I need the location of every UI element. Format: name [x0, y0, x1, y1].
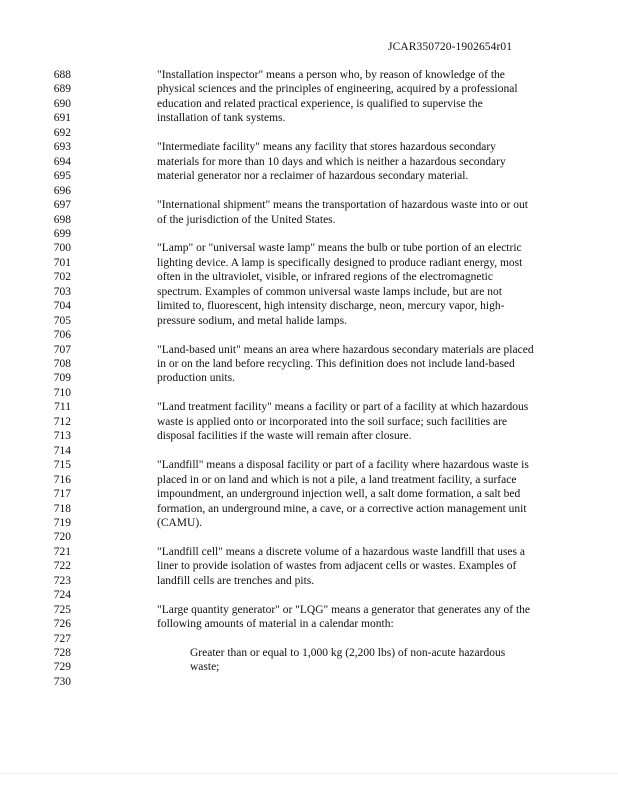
line-number: 689 [53, 83, 71, 96]
line-number: 728 [53, 647, 71, 659]
body-text-line: landfill cells are trenches and pits. [157, 574, 315, 587]
line-number: 725 [53, 603, 71, 616]
line-number: 711 [54, 401, 71, 414]
line-number: 709 [53, 372, 71, 385]
line-number: 720 [53, 531, 71, 544]
body-text-line: in or on the land before recycling. This definition does not include land-based [157, 358, 515, 370]
body-text-line: material generator nor a reclaimer of hazardous secondary material. [157, 170, 469, 183]
page-bottom-rule [0, 773, 618, 774]
body-text-line: Greater than or equal to 1,000 kg (2,200 lbs) of non-acute hazardous [190, 647, 506, 659]
body-text-line: waste is applied onto or incorporated into the soil surface; such facilities are [157, 415, 507, 428]
line-number: 721 [53, 545, 71, 558]
body-text-line: "Lamp" or "universal waste lamp" means the bulb or tube portion of an electric [157, 242, 522, 255]
line-number: 718 [53, 502, 71, 515]
line-number: 702 [53, 271, 71, 284]
body-text-line: materials for more than 10 days and which is neither a hazardous secondary [157, 155, 506, 168]
body-text-line: physical sciences and the principles of engineering, acquired by a professional [157, 83, 518, 96]
body-text-line: following amounts of material in a calendar month: [157, 618, 394, 631]
body-text-line: production units. [157, 372, 235, 385]
line-number: 699 [53, 227, 71, 240]
line-number: 695 [53, 170, 71, 183]
body-text-line: "Large quantity generator" or "LQG" means a generator that generates any of the [157, 603, 530, 616]
body-text-line: "Land treatment facility" means a facility or part of a facility at which hazardous [157, 401, 529, 414]
body-text-line: of the jurisdiction of the United States. [157, 213, 336, 226]
line-number: 722 [53, 560, 71, 573]
body-text-line: pressure sodium, and metal halide lamps. [157, 314, 348, 327]
line-number: 703 [53, 285, 71, 298]
line-number: 704 [53, 300, 71, 313]
body-text-line: "Landfill" means a disposal facility or part of a facility where hazardous waste is [157, 459, 529, 472]
line-number: 701 [53, 256, 71, 269]
body-text-line: often in the ultraviolet, visible, or infrared regions of the electromagnetic [157, 271, 493, 284]
body-text-line: (CAMU). [157, 516, 203, 529]
line-number: 726 [53, 618, 71, 631]
body-text-line: waste; [190, 661, 220, 674]
body-text-line: lighting device. A lamp is specifically designed to produce radiant energy, most [157, 256, 523, 269]
line-number: 700 [53, 242, 71, 255]
body-text-line: education and related practical experience, is qualified to supervise the [157, 97, 483, 110]
line-number: 694 [53, 155, 71, 168]
body-text-line: "Landfill cell" means a discrete volume of a hazardous waste landfill that uses a [157, 545, 525, 558]
body-text-line: impoundment, an underground injection well, a salt dome formation, a salt bed [157, 488, 521, 501]
line-number: 698 [53, 213, 71, 226]
line-number: 724 [53, 589, 71, 602]
body-text-line: placed in or on land and which is not a pile, a land treatment facility, a surface [157, 473, 517, 486]
line-number: 690 [53, 97, 71, 110]
line-number: 716 [53, 473, 71, 486]
line-number: 697 [53, 199, 71, 212]
line-number: 714 [53, 444, 71, 457]
line-number: 729 [53, 661, 71, 674]
line-number: 715 [53, 459, 71, 472]
document-id-header: JCAR350720-1902654r01 [388, 41, 513, 53]
line-number: 705 [53, 314, 71, 327]
body-text-line: "International shipment" means the transportation of hazardous waste into or out [157, 199, 528, 212]
line-number: 717 [53, 488, 71, 501]
body-text-line: liner to provide isolation of wastes from adjacent cells or wastes. Examples of [157, 560, 517, 573]
body-text-line: disposal facilities if the waste will remain after closure. [157, 430, 412, 443]
line-number: 693 [53, 141, 71, 154]
line-number: 712 [53, 415, 71, 428]
line-number: 696 [53, 184, 71, 197]
line-number: 691 [53, 112, 71, 125]
body-text-line: limited to, fluorescent, high intensity discharge, neon, mercury vapor, high- [157, 300, 505, 313]
line-number: 727 [53, 632, 71, 645]
line-number: 730 [53, 675, 71, 688]
body-text-line: "Installation inspector" means a person who, by reason of knowledge of the [157, 69, 505, 81]
body-text-line: spectrum. Examples of common universal waste lamps include, but are not [157, 285, 502, 298]
line-number: 719 [53, 516, 71, 529]
line-number: 706 [53, 329, 71, 342]
body-text-line: "Intermediate facility" means any facility that stores hazardous secondary [157, 141, 496, 154]
line-number: 688 [53, 69, 71, 81]
line-number: 713 [53, 430, 71, 443]
line-number: 707 [53, 343, 71, 356]
body-text-line: installation of tank systems. [157, 112, 286, 125]
body-text-line: formation, an underground mine, a cave, or a corrective action management unit [157, 502, 527, 515]
line-number: 708 [53, 358, 71, 370]
line-number: 723 [53, 574, 71, 587]
line-number: 692 [53, 126, 71, 139]
line-number: 710 [53, 386, 71, 399]
body-text-line: "Land-based unit" means an area where hazardous secondary materials are placed [157, 343, 534, 356]
